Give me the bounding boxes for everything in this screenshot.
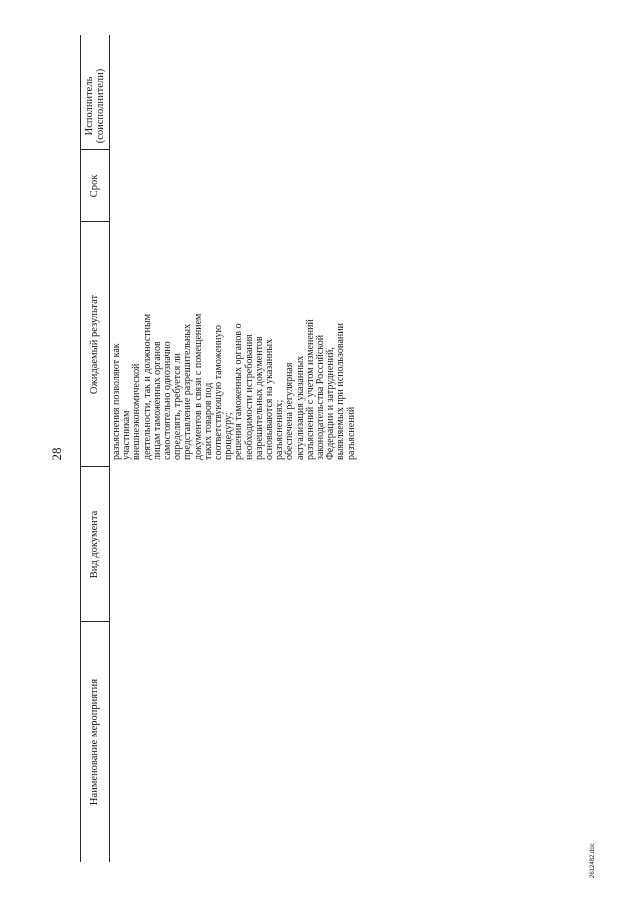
file-name: 2612482.doc [590, 843, 596, 878]
expected-result-line: разрешительных документов [253, 336, 265, 460]
expected-result-line: законодательства Российской [315, 334, 327, 460]
expected-result-line: выявляемых при использовании [335, 323, 347, 460]
table-header-border [109, 35, 110, 862]
expected-result-line: внешнеэкономической [131, 363, 143, 460]
measures-table [80, 35, 357, 862]
page-number [49, 446, 65, 462]
expected-result-line: основываются на указанных [264, 338, 276, 460]
expected-result-line: соответствующую таможенную [213, 325, 225, 460]
expected-result-line: разъяснений [345, 406, 357, 460]
header-document-type: Вид документа [89, 510, 100, 579]
expected-result-line: Федерации и затруднений, [325, 347, 337, 460]
expected-result-line: документов в связи с помещением [192, 313, 204, 460]
expected-result-line: участникам [121, 410, 133, 460]
header-executor: Исполнитель (соисполнители) [83, 68, 106, 144]
page-number-text: 28 [49, 447, 64, 461]
expected-result-line: актуализация указанных [294, 355, 306, 460]
expected-result-line: процедуру; [223, 412, 235, 460]
header-deadline: Срок [89, 174, 100, 198]
cell-expected-result [112, 224, 357, 460]
expected-result-line: обеспечена регулярная [284, 362, 296, 460]
expected-result-line: разъяснений с учетом изменений [304, 319, 316, 460]
expected-result-line: определять, требуется ли [172, 352, 184, 460]
expected-result-line: разъяснения позволяют как [111, 343, 122, 460]
expected-result-line: таких товаров под [202, 382, 214, 460]
expected-result-line: необходимости истребования [243, 334, 255, 460]
expected-result-line: разъяснениях; [274, 399, 286, 460]
expected-result-line: самостоятельно однозначно [162, 341, 174, 460]
expected-result-line: деятельности, так и должностным [141, 313, 153, 460]
header-measure-name: Наименование мероприятия [89, 678, 100, 806]
expected-result-line: представление разрешительных [182, 323, 194, 460]
header-expected-result: Ожидаемый результат [89, 294, 100, 395]
document-file-footer [588, 818, 598, 878]
expected-result-line: решения таможенных органов о [233, 323, 245, 460]
expected-result-line: лицам таможенных органов [151, 341, 163, 460]
